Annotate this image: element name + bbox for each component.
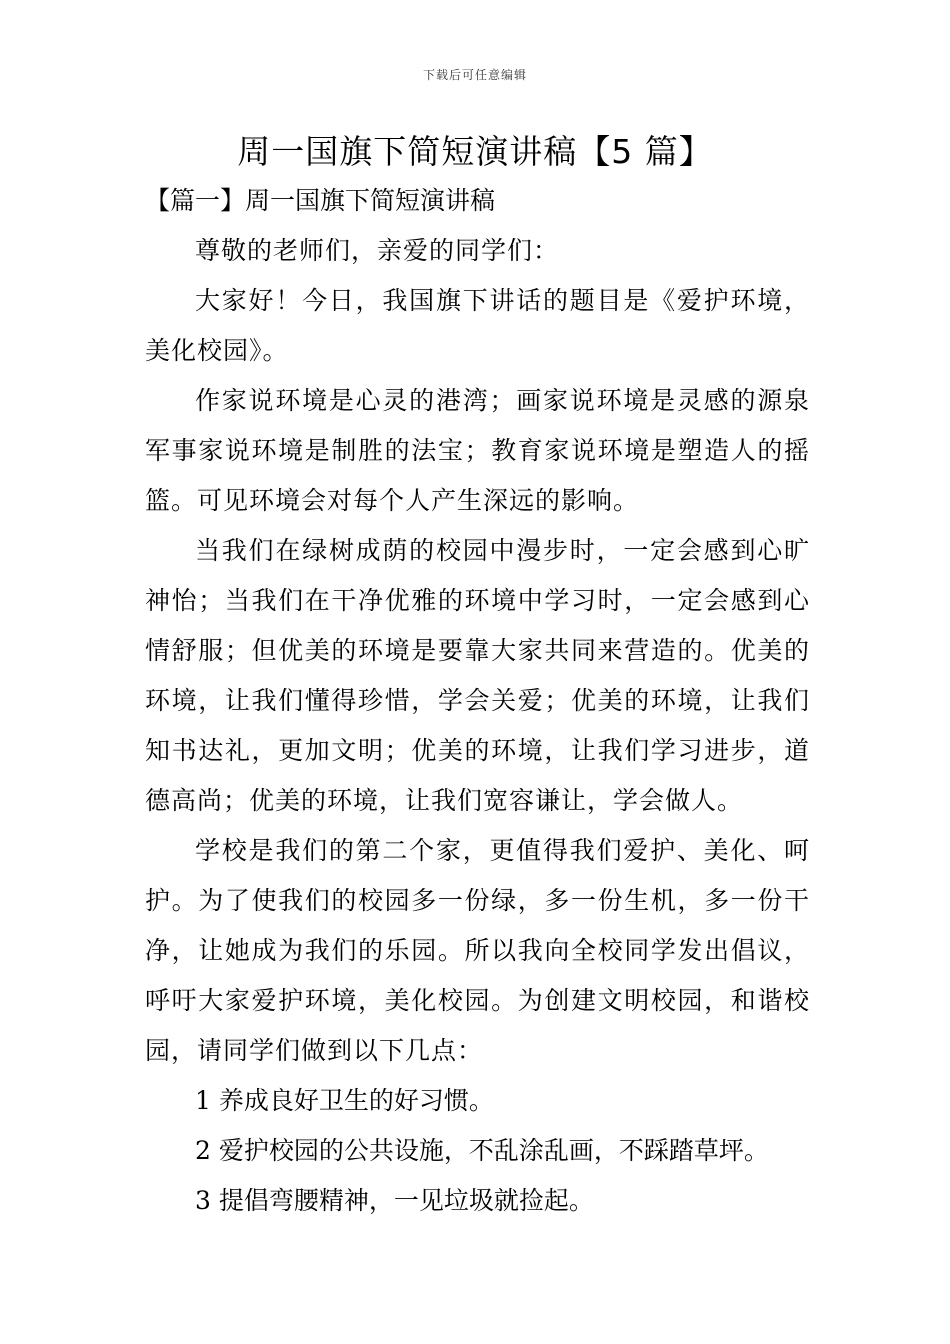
document-body <box>145 176 810 1226</box>
paragraph-beautiful-environment: 当我们在绿树成荫的校园中漫步时，一定会感到心旷神怡；当我们在干净优雅的环境中学习时，一定会感到心情舒服；但优美的环境是要靠大家共同来营造的。优美的环境，让我们懂得珍惜，学会关爱；优美的环境，让我们知书达礼，更加文明；优美的环境，让我们学习进步，道德高尚；优美的环境，让我们宽容谦让，学会做人。 <box>145 536 810 815</box>
paragraph-school-home: 学校是我们的第二个家，更值得我们爱护、美化、呵护。为了使我们的校园多一份绿，多一份生机，多一份干净，让她成为我们的乐园。所以我向全校同学发出倡议，呼吁大家爱护环境，美化校园。为创建文明校园，和谐校园，请同学们做到以下几点： <box>145 836 810 1065</box>
header-note: 下载后可任意编辑 <box>422 68 527 82</box>
list-item: 3 提倡弯腰精神，一见垃圾就捡起。 <box>195 1186 594 1215</box>
paragraph-greeting: 大家好！今日，我国旗下讲话的题目是《爱护环境，美化校园》。 <box>145 286 810 365</box>
list-item: 1 养成良好卫生的好习惯。 <box>195 1086 494 1115</box>
document-title: 周一国旗下简短演讲稿【5 篇】 <box>237 132 713 171</box>
list-item: 2 爱护校园的公共设施，不乱涂乱画，不踩踏草坪。 <box>195 1136 769 1165</box>
paragraph-salutation: 尊敬的老师们，亲爱的同学们： <box>195 236 560 265</box>
section-heading: 【篇一】周一国旗下简短演讲稿 <box>145 186 496 215</box>
paragraph-environment-views: 作家说环境是心灵的港湾；画家说环境是灵感的源泉军事家说环境是制胜的法宝；教育家说环境是塑造人的摇篮。可见环境会对每个人产生深远的影响。 <box>145 386 810 515</box>
